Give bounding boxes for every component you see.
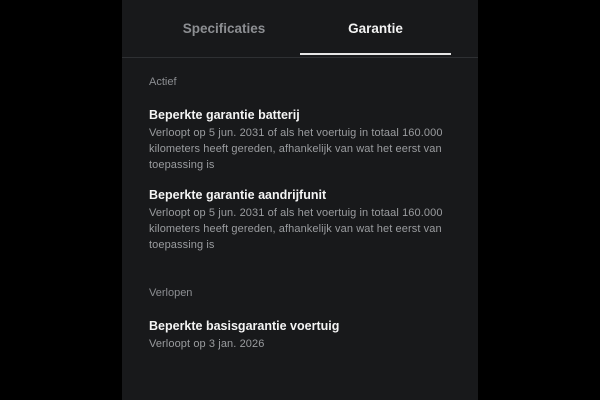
tab-warranty[interactable]: Garantie	[348, 21, 403, 36]
active-tab-indicator	[300, 53, 451, 55]
warranty-item-description: Verloopt op 3 jan. 2026	[149, 338, 265, 350]
section-header-active: Actief	[149, 76, 177, 88]
warranty-item-description: Verloopt op 5 jun. 2031 of als het voertuig in totaal 160.000 kilometers heeft gereden, afhankelijk van wat het eerst van toepassing is	[149, 127, 443, 171]
warranty-item-title: Beperkte garantie aandrijfunit	[149, 188, 327, 202]
section-header-expired: Verlopen	[149, 287, 193, 299]
warranty-item-title: Beperkte garantie batterij	[149, 108, 300, 122]
warranty-item-battery	[149, 107, 459, 173]
warranty-item-drive-unit	[149, 187, 459, 253]
warranty-item-title: Beperkte basisgarantie voertuig	[149, 319, 340, 333]
warranty-item-description: Verloopt op 5 jun. 2031 of als het voertuig in totaal 160.000 kilometers heeft gereden, afhankelijk van wat het eerst van toepassing is	[149, 207, 443, 251]
warranty-item-basic-vehicle	[149, 318, 459, 352]
tab-bar	[122, 0, 478, 58]
warranty-panel	[122, 0, 478, 400]
tab-specifications[interactable]: Specificaties	[182, 21, 266, 36]
